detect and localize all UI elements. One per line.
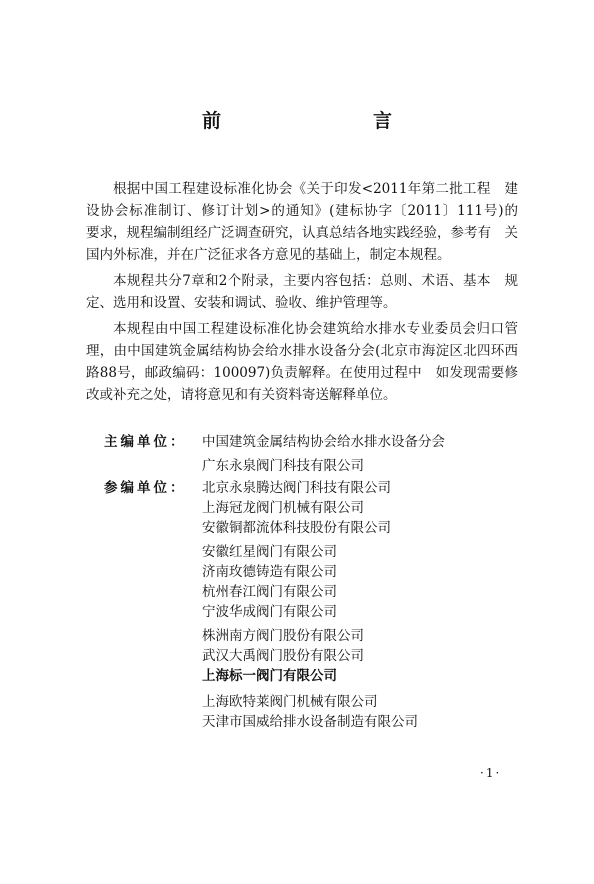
participant-unit: 宁波华成阀门有限公司: [202, 604, 337, 620]
page-number: ·1·: [480, 766, 502, 780]
paragraph-1: 根据中国工程建设标准化协会《关于印发<2011年第二批工程 建设协会标准制订、修订计划>的通知》(建标协字〔2011〕111号)的 要求，规程编制组经广泛调查研究，认真总结各地实践经验，参考有 关国内外标准，并在广泛征求各方意见的基础上，制定本规程。: [86, 181, 532, 263]
paragraph-2: 本规程共分7章和2个附录，主要内容包括：总则、术语、基本 规定、选用和设置、安装和调试、验收、维护管理等。: [86, 273, 518, 311]
participant-unit: 北京永泉腾达阀门科技有限公司: [202, 480, 391, 496]
chief-editor-row: [104, 430, 200, 450]
participant-unit: 上海冠龙阀门机械有限公司: [202, 500, 364, 516]
paragraph-3: 本规程由中国工程建设标准化协会建筑给水排水专业委员会归口管理，由中国建筑金属结构协会给水排水设备分会(北京市海淀区北四环西路88号，邮政编码：100097)负责解释。在使用过程中 如发现需要修改或补充之处，请将意见和有关资料寄送解释单位。: [86, 321, 518, 403]
page-title: 前 言: [201, 110, 430, 132]
participant-unit: 安徽铜都流体科技股份有限公司: [202, 520, 391, 536]
chief-editor-label: 主编单位：: [104, 434, 187, 450]
participant-unit: 株洲南方阀门股份有限公司: [202, 628, 364, 644]
chief-editor-unit: 广东永泉阀门科技有限公司: [202, 458, 364, 474]
foreword-body: [86, 178, 532, 406]
participant-unit: 上海欧特莱阀门机械有限公司: [202, 694, 378, 710]
participant-unit: 武汉大禹阀门股份有限公司: [202, 648, 364, 664]
participant-unit: 杭州春江阀门有限公司: [202, 584, 337, 600]
participant-unit: 安徽红星阀门有限公司: [202, 544, 337, 560]
participant-unit: 济南玫德铸造有限公司: [202, 564, 337, 580]
chief-editor-unit: 中国建筑金属结构协会给水排水设备分会: [202, 434, 445, 450]
participant-row: [104, 476, 200, 496]
participant-label: 参编单位：: [104, 480, 187, 496]
participant-unit: 上海标一阀门有限公司: [202, 668, 337, 684]
participant-unit: 天津市国威给排水设备制造有限公司: [202, 714, 418, 730]
